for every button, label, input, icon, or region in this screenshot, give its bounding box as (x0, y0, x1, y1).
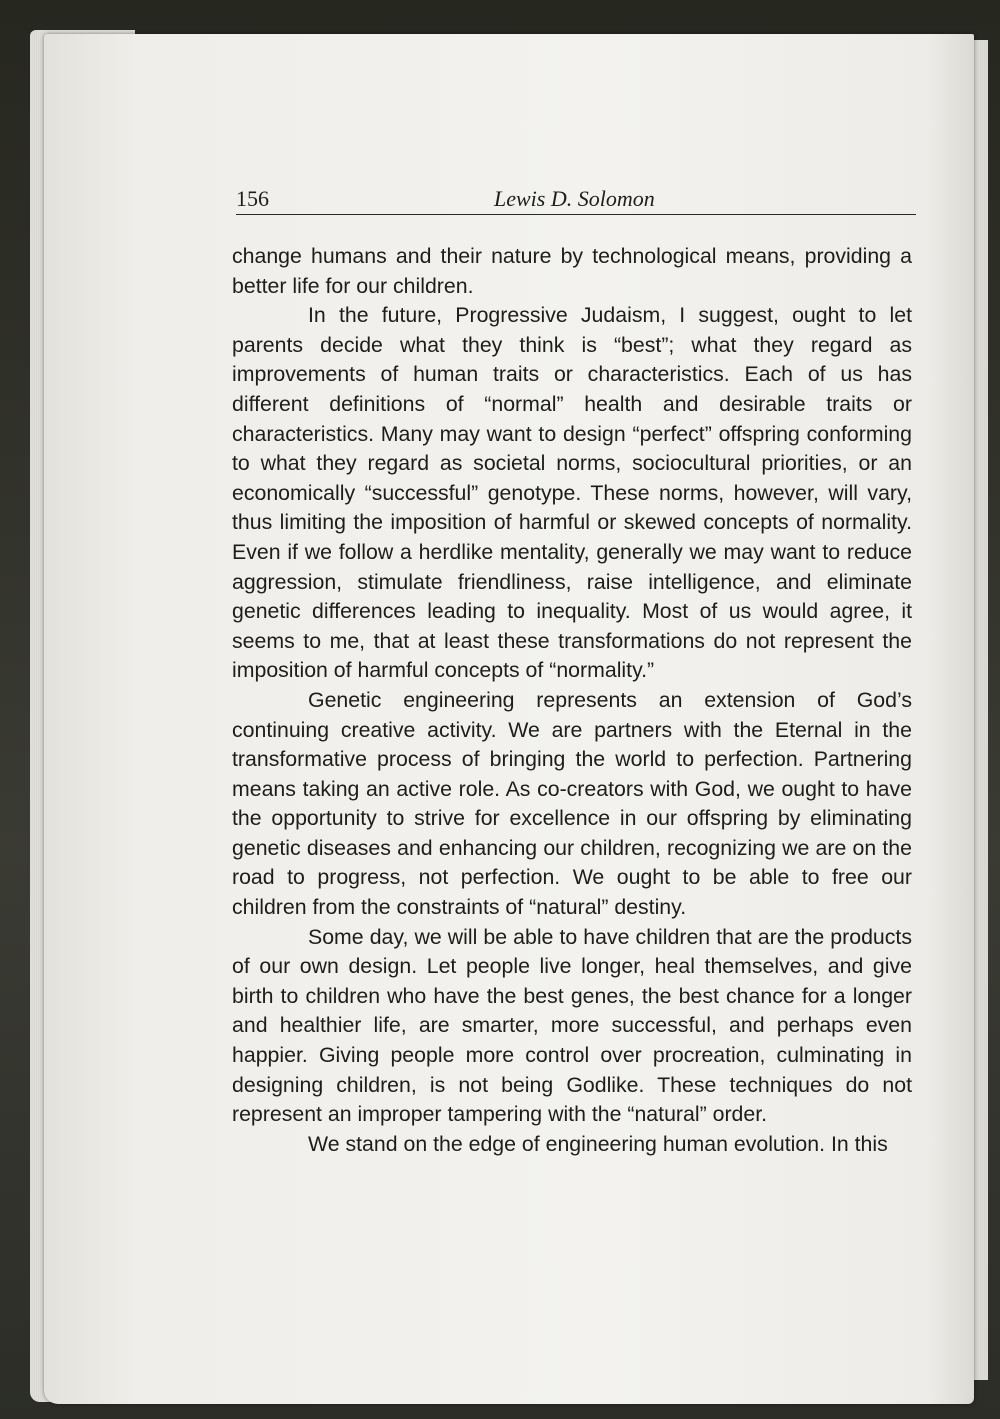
paragraph: Some day, we will be able to have children that are the products of our own design. Let people live longer, heal themselves, and give birth to children who have the best genes, the best chance for a longer and healthier life, are smarter, more successful, and perhaps even happier. Giving people more control over procreation, culminating in designing children, is not being Godlike. These techniques do not represent an improper tampering with the “natural” order. (232, 924, 912, 1127)
body-text (232, 242, 912, 1159)
page-header (236, 186, 916, 215)
paragraph: change humans and their nature by technological means, providing a better life for our children. (232, 244, 912, 298)
paragraph: We stand on the edge of engineering human evolution. In this (308, 1131, 888, 1156)
paragraph: Genetic engineering represents an extension of God’s continuing creative activity. We are partners with the Eternal in the transformative process of bringing the world to perfection. Partnering means taking an active role. As co-creators with God, we ought to have the opportunity to strive for excellence in our offspring by eliminating genetic diseases and enhancing our children, recognizing we are on the road to progress, not perfection. We ought to be able to free our children from the constraints of “natural” destiny. (232, 687, 912, 920)
paragraph: In the future, Progressive Judaism, I suggest, ought to let parents decide what they think is “best”; what they regard as improvements of human traits or characteristics. Each of us has different definitions of “normal” health and desirable traits or characteristics. Many may want to design “perfect” offspring conforming to what they regard as societal norms, sociocultural priorities, or an economically “successful” genotype. These norms, however, will vary, thus limiting the imposition of harmful or skewed concepts of normality. Even if we follow a herdlike mentality, generally we may want to reduce aggression, stimulate friendliness, raise intelligence, and eliminate genetic differences leading to inequality. Most of us would agree, it seems to me, that at least these transformations do not represent the imposition of harmful concepts of “normality.” (232, 303, 912, 683)
running-head: Lewis D. Solomon (494, 186, 655, 211)
page-number: 156 (236, 186, 269, 211)
